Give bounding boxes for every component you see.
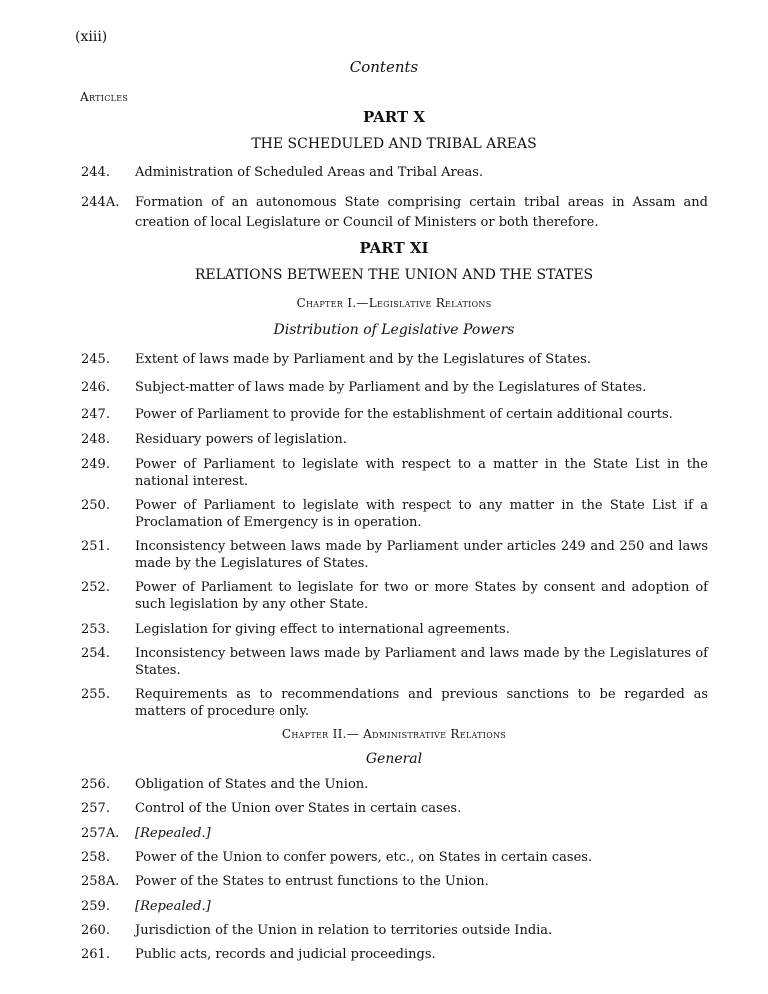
toc-entry — [81, 922, 708, 939]
entry-number: 251. — [81, 539, 110, 554]
toc-entry — [81, 579, 708, 613]
entry-text: Legislation for giving effect to international agreements. — [135, 622, 510, 637]
entry-number: 259. — [81, 899, 110, 914]
part-x-label: PART X — [362, 108, 426, 126]
entry-number: 246. — [81, 380, 110, 395]
toc-entry — [81, 800, 708, 817]
toc-entry — [81, 379, 708, 396]
entry-number: 258A. — [81, 874, 120, 889]
toc-entry — [81, 406, 708, 423]
entry-number: 250. — [81, 498, 110, 513]
entry-number: 244A. — [81, 195, 120, 210]
chapter-1-title: Chapter I.—Legislative Relations — [296, 296, 492, 310]
toc-entry — [81, 538, 708, 572]
entry-text: Public acts, records and judicial proceedings. — [135, 947, 436, 962]
entry-text: Power of Parliament to legislate for two or more States by consent and adoption of such legislation by any other State. — [135, 580, 708, 612]
entry-text: Administration of Scheduled Areas and Tribal Areas. — [135, 165, 484, 180]
entry-number: 253. — [81, 622, 110, 637]
entry-text: Power of Parliament to legislate with respect to any matter in the State List if a Proclamation of Emergency is in operation. — [135, 498, 708, 530]
toc-entry — [81, 351, 708, 368]
page-number: (xiii) — [75, 29, 108, 45]
entry-text: Power of the States to entrust functions to the Union. — [135, 874, 489, 889]
entry-text: Control of the Union over States in certain cases. — [135, 801, 462, 816]
entry-number: 257A. — [81, 826, 120, 841]
entry-number: 245. — [81, 352, 110, 367]
entry-text: Power of Parliament to legislate with respect to a matter in the State List in the national interest. — [135, 457, 708, 489]
entry-text: Power of the Union to confer powers, etc., on States in certain cases. — [135, 850, 593, 865]
entry-text: [Repealed.] — [135, 899, 211, 914]
entry-text: Extent of laws made by Parliament and by the Legislatures of States. — [135, 352, 591, 367]
entry-number: 249. — [81, 457, 110, 472]
entry-number: 261. — [81, 947, 110, 962]
entry-number: 247. — [81, 407, 110, 422]
entry-number: 258. — [81, 850, 110, 865]
entry-number: 248. — [81, 432, 110, 447]
entry-text: Inconsistency between laws made by Parliament under articles 249 and 250 and laws made by the Legislatures of States. — [135, 539, 708, 571]
toc-entry — [81, 497, 708, 531]
entry-number: 255. — [81, 687, 110, 702]
toc-entry — [81, 164, 708, 181]
entry-number: 257. — [81, 801, 110, 816]
entry-text: Requirements as to recommendations and previous sanctions to be regarded as matters of procedure only. — [135, 687, 708, 719]
chapter-2-title: Chapter II.— Administrative Relations — [281, 727, 507, 741]
part-x-title: THE SCHEDULED AND TRIBAL AREAS — [251, 136, 537, 152]
toc-entry — [81, 873, 708, 890]
toc-entry — [81, 193, 708, 233]
chapter-1-subheading: Distribution of Legislative Powers — [273, 322, 515, 338]
entry-text: Power of Parliament to provide for the establishment of certain additional courts. — [135, 407, 673, 422]
toc-entry — [81, 825, 708, 842]
entry-text: [Repealed.] — [135, 826, 211, 841]
entry-number: 252. — [81, 580, 110, 595]
toc-entry — [81, 621, 708, 638]
toc-entry — [81, 645, 708, 679]
toc-entry — [81, 686, 708, 720]
articles-label: Articles — [80, 90, 129, 104]
toc-entry — [81, 431, 708, 448]
entry-number: 256. — [81, 777, 110, 792]
entry-text: Inconsistency between laws made by Parliament and laws made by the Legislatures of States. — [135, 646, 708, 678]
entry-text: Jurisdiction of the Union in relation to territories outside India. — [135, 923, 553, 938]
toc-entry — [81, 776, 708, 793]
entry-number: 260. — [81, 923, 110, 938]
entry-text: Residuary powers of legislation. — [135, 432, 347, 447]
toc-entry — [81, 456, 708, 490]
part-xi-label: PART XI — [359, 239, 429, 257]
toc-entry — [81, 898, 708, 915]
entry-number: 244. — [81, 165, 110, 180]
entry-text: Subject-matter of laws made by Parliament and by the Legislatures of States. — [135, 380, 647, 395]
entry-text: Obligation of States and the Union. — [135, 777, 369, 792]
entry-number: 254. — [81, 646, 110, 661]
part-xi-title: RELATIONS BETWEEN THE UNION AND THE STATES — [194, 267, 594, 283]
toc-entry — [81, 849, 708, 866]
contents-heading: Contents — [349, 58, 419, 76]
chapter-2-subheading: General — [365, 751, 423, 767]
toc-entry — [81, 946, 708, 963]
entry-text: Formation of an autonomous State comprising certain tribal areas in Assam and creation of local Legislature or Council of Ministers or both therefore. — [135, 195, 708, 230]
